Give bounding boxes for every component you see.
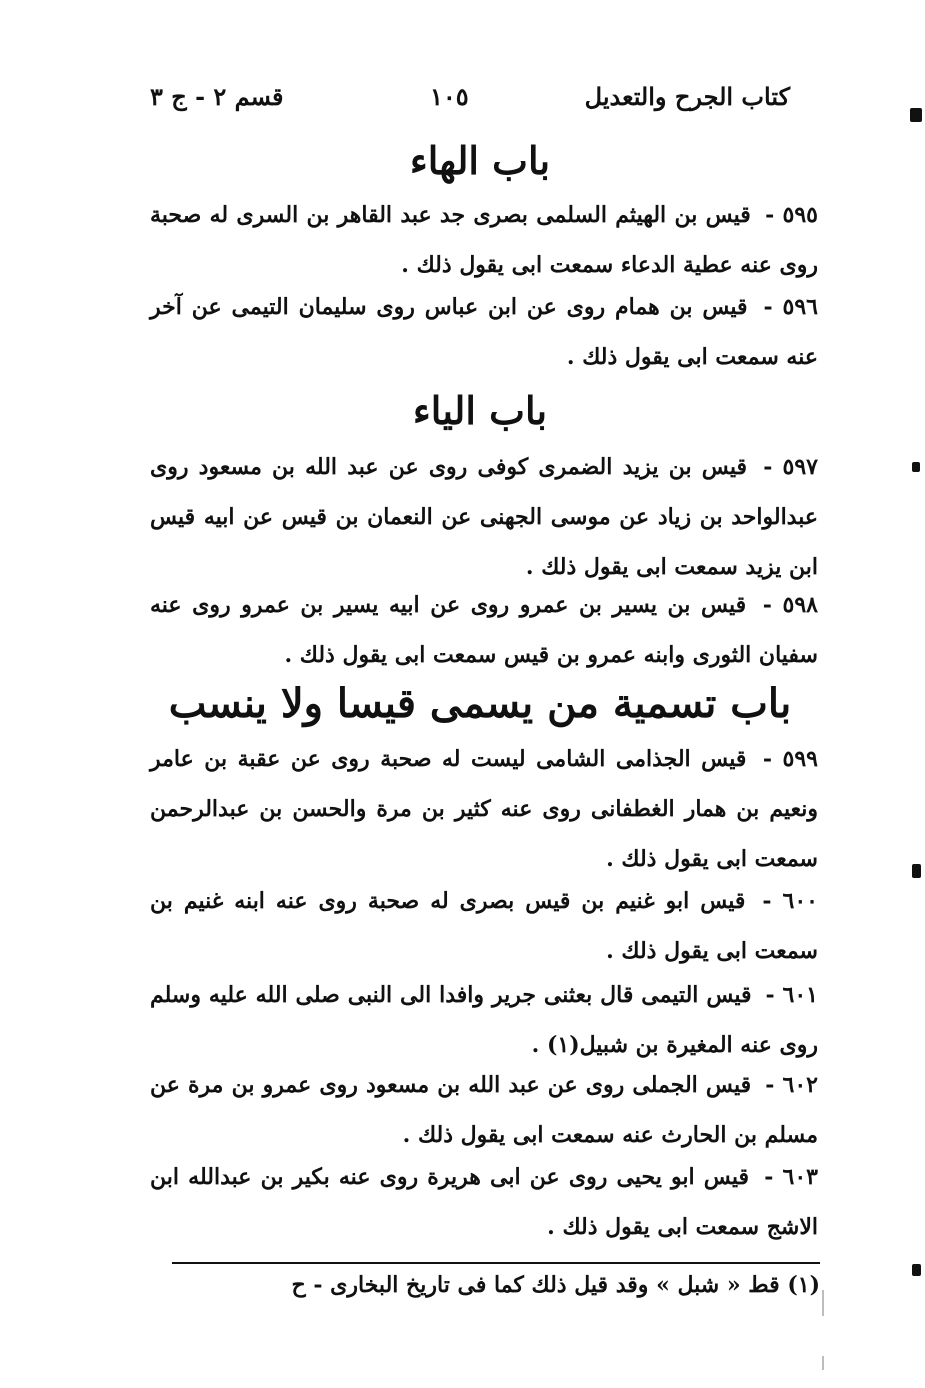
entry-number: ٥٩٦ - [763, 294, 818, 320]
entry-597 [150, 442, 818, 592]
entry-601 [150, 970, 818, 1070]
entry-number: ٦٠١ - [765, 982, 818, 1008]
entry-603 [150, 1152, 818, 1252]
binding-mark [912, 1264, 921, 1276]
entry-596 [150, 282, 818, 382]
entry-number: ٥٩٥ - [765, 202, 818, 228]
entry-598 [150, 580, 818, 680]
running-header [150, 82, 790, 122]
entry-text: قيس بن يسير بن عمرو روى عن ابيه يسير بن عمرو روى عنه سفيان الثورى وابنه عمرو بن قيس سمعت ابى يقول ذلك . [150, 592, 818, 668]
footnote: (١) قط « شبل » وقد قيل ذلك كما فى تاريخ البخارى - ح [291, 1272, 820, 1298]
entry-text: قيس بن همام روى عن ابن عباس روى سليمان التيمى عن آخر عنه سمعت ابى يقول ذلك . [150, 294, 818, 370]
entry-text: قيس بن الهيثم السلمى بصرى جد عبد القاهر بن السرى له صحبة روى عنه عطية الدعاء سمعت ابى يقول ذلك . [150, 202, 818, 278]
entry-text: قيس التيمى قال بعثنى جرير وافدا الى النبى صلى الله عليه وسلم روى عنه المغيرة بن شبيل(١) . [150, 982, 818, 1058]
entry-text: قيس ابو يحيى روى عن ابى هريرة روى عنه بكير بن عبدالله ابن الاشج سمعت ابى يقول ذلك . [150, 1164, 818, 1240]
scan-edge-line [822, 1290, 824, 1316]
binding-mark [910, 108, 922, 122]
chapter-heading-ha: باب الهاء [409, 138, 551, 183]
part-volume-label: قسم ٢ - ج ٣ [150, 82, 284, 111]
entry-number: ٥٩٧ - [763, 454, 818, 480]
entry-599 [150, 734, 818, 884]
book-title: كتاب الجرح والتعديل [584, 82, 790, 111]
scan-edge-line [822, 1356, 824, 1370]
entry-number: ٦٠٢ - [765, 1072, 818, 1098]
entry-text: قيس ابو غنيم بن قيس بصرى له صحبة روى عنه ابنه غنيم بن سمعت ابى يقول ذلك . [150, 888, 818, 964]
entry-number: ٦٠٠ - [762, 888, 818, 914]
entry-602 [150, 1060, 818, 1160]
page-number: ١٠٥ [430, 82, 469, 111]
entry-text: قيس الجملى روى عن عبد الله بن مسعود روى عمرو بن مرة عن مسلم بن الحارث عنه سمعت ابى يقول ذلك . [150, 1072, 818, 1148]
entry-text: قيس الجذامى الشامى ليست له صحبة روى عن عقبة بن عامر ونعيم بن همار الغطفانى روى عنه كثير بن مرة والحسن بن عبدالرحمن سمعت ابى يقول ذلك . [150, 746, 818, 872]
entry-number: ٥٩٩ - [762, 746, 818, 772]
entry-number: ٥٩٨ - [762, 592, 818, 618]
entry-number: ٦٠٣ - [764, 1164, 818, 1190]
entry-600 [150, 876, 818, 976]
entry-text: قيس بن يزيد الضمرى كوفى روى عن عبد الله بن مسعود روى عبدالواحد بن زياد عن موسى الجهنى عن النعمان بن قيس عن ابيه قيس ابن يزيد سمعت ابى يقول ذلك . [150, 454, 818, 580]
binding-mark [912, 864, 921, 878]
entry-595 [150, 190, 818, 290]
footnote-divider [172, 1262, 820, 1264]
chapter-heading-ya: باب الياء [412, 388, 548, 433]
chapter-heading-unattributed: باب تسمية من يسمى قيسا ولا ينسب [168, 680, 792, 727]
binding-mark [912, 462, 920, 472]
